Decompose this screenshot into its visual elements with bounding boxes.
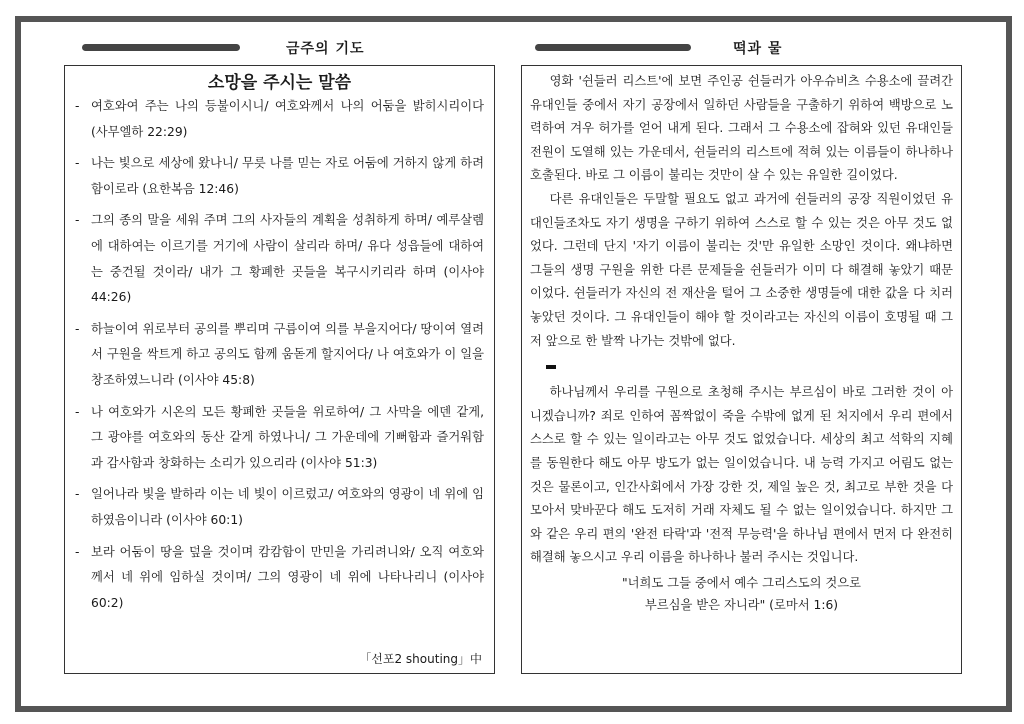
verse-item: - 여호와여 주는 나의 등불이시니/ 여호와께서 나의 어둠을 밝히시리이다 (사무엘하 22:29) — [75, 99, 484, 139]
verse-text: 하늘이여 위로부터 공의를 뿌리며 구름이여 의를 부을지어다/ 땅이여 열려서 구원을 싹트게 하고 공의도 함께 움돋게 할지어다/ 나 여호와가 이 일을 창조하였느니라 (이사야 45:8) — [91, 321, 484, 387]
verse-item: - 일어나라 빛을 발하라 이는 네 빛이 이르렀고/ 여호와의 영광이 네 위에 임하였음이니라 (이사야 60:1) — [75, 487, 484, 527]
verse-item: - 나 여호와가 시온의 모든 황폐한 곳들을 위로하여/ 그 사막을 에덴 같게, 그 광야를 여호와의 동산 같게 하였나니/ 그 가운데에 기뻐함과 즐거워함과 감사함과 창화하는 소리가 있으리라 (이사야 51:3) — [75, 404, 484, 470]
left-header — [82, 38, 482, 62]
essay-paragraph: 하나님께서 우리를 구원으로 초청해 주시는 부르심이 바로 그러한 것이 아니겠습니까? 죄로 인하여 꼼짝없이 죽을 수밖에 없게 된 처지에서 우리 편에서 스스로 할 수 있는 일이라고는 아무 것도 없었습니다. 세상의 최고 석학의 지혜를 동원한다 해도 아무 방도가 없는 일이었습니다. 내 능력 가지고 어림도 없는 것은 물론이고, 인간사회에서 가장 강한 것, 제일 높은 것, 최고로 부한 것을 다 모아서 맞바꾼다 해도 도저히 거래 자체도 될 수 없는 일이었습니다. 하지만 그와 같은 우리 편의 '완전 타락'과 '전적 무능력'을 하나님 편에서 먼저 다 완전히 해결해 놓으시고 우리 이름을 하나하나 불러 주시는 것입니다. — [530, 385, 953, 565]
quote-line: 부르심을 받은 자니라" (로마서 1:6) — [644, 597, 839, 612]
verse-text: 그의 종의 말을 세워 주며 그의 사자들의 계획을 성취하게 하며/ 예루살렘에 대하여는 이르기를 거기에 사람이 살리라 하며/ 유다 성읍들에 대하여는 중건될 것이라/ 내가 그 황폐한 곳들을 복구시키리라 하며 (이사야 44:26) — [91, 213, 484, 305]
right-header-bar — [535, 44, 691, 51]
verse-list — [65, 94, 494, 616]
verse-item: - 보라 어둠이 땅을 덮을 것이며 캄캄함이 만민을 가리려니와/ 오직 여호와께서 네 위에 임하실 것이며/ 그의 영광이 네 위에 나타나리니 (이사야 60:2) — [75, 544, 484, 610]
right-header — [535, 38, 935, 62]
verse-text: 나는 빛으로 세상에 왔나니/ 무릇 나를 믿는 자로 어둠에 거하지 않게 하려 함이로라 (요한복음 12:46) — [91, 156, 484, 196]
right-header-title: 떡과 물 — [733, 41, 783, 57]
left-header-bar — [82, 44, 240, 51]
verses-title: 소망을 주시는 말씀 — [207, 73, 352, 93]
essay-paragraph: 다른 유대인들은 두말할 필요도 없고 과거에 쉰들러의 공장 직원이었던 유대인들조차도 자기 생명을 구하기 위하여 스스로 할 수 있는 것은 아무 것도 없었다. 그런데 단지 '자기 이름이 불리는 것'만 유일한 소망인 것이다. 왜냐하면 그들의 생명 구원을 위한 다른 문제들을 쉰들러가 이미 다 해결해 놓았기 때문이었다. 쉰들러가 자신의 전 재산을 털어 그 소중한 생명들에 대한 값을 다 치러 놓았던 것이다. 그 유대인들이 해야 할 것이라고는 자신의 이름이 호명될 때 그저 앞으로 한 발짝 나가는 것밖에 없다. — [530, 191, 953, 348]
verse-item: - 그의 종의 말을 세워 주며 그의 사자들의 계획을 성취하게 하며/ 예루살렘에 대하여는 이르기를 거기에 사람이 살리라 하며/ 유다 성읍들에 대하여는 중건될 것이라/ 내가 그 황폐한 곳들을 복구시키리라 하며 (이사야 44:26) — [75, 213, 484, 305]
left-header-title: 금주의 기도 — [286, 41, 365, 57]
scripture-quote — [530, 572, 953, 616]
essay-box — [521, 65, 962, 674]
verse-item: - 나는 빛으로 세상에 왔나니/ 무릇 나를 믿는 자로 어둠에 거하지 않게 하려 함이로라 (요한복음 12:46) — [75, 156, 484, 196]
essay-body — [522, 66, 961, 616]
quote-line: "너희도 그들 중에서 예수 그리스도의 것으로 — [621, 575, 862, 590]
verses-box — [64, 65, 495, 674]
verse-text: 여호와여 주는 나의 등불이시니/ 여호와께서 나의 어둠을 밝히시리이다 (사무엘하 22:29) — [91, 99, 484, 139]
section-marker — [546, 365, 556, 369]
verse-text: 일어나라 빛을 발하라 이는 네 빛이 이르렀고/ 여호와의 영광이 네 위에 임하였음이니라 (이사야 60:1) — [91, 487, 484, 527]
verse-text: 나 여호와가 시온의 모든 황폐한 곳들을 위로하여/ 그 사막을 에덴 같게, 그 광야를 여호와의 동산 같게 하였나니/ 그 가운데에 기뻐함과 즐거워함과 감사함과 창화하는 소리가 있으리라 (이사야 51:3) — [91, 404, 484, 470]
verse-item: - 하늘이여 위로부터 공의를 뿌리며 구름이여 의를 부을지어다/ 땅이여 열려서 구원을 싹트게 하고 공의도 함께 움돋게 할지어다/ 나 여호와가 이 일을 창조하였느니라 (이사야 45:8) — [75, 321, 484, 387]
source-citation: 「선포2 shouting」中 — [359, 652, 482, 666]
essay-paragraph: 영화 '쉰들러 리스트'에 보면 주인공 쉰들러가 아우슈비츠 수용소에 끌려간 유대인들 중에서 자기 공장에서 일하던 사람들을 구출하기 위하여 백방으로 노력하여 겨우 허가를 얻어 내게 된다. 그래서 그 수용소에 잡혀와 있던 유대인들 전원이 도열해 있는 가운데서, 쉰들러의 리스트에 적혀 있는 이름들이 하나하나 호출된다. 바로 그 이름이 불리는 것만이 살 수 있는 유일한 길이었다. — [530, 74, 953, 183]
verse-text: 보라 어둠이 땅을 덮을 것이며 캄캄함이 만민을 가리려니와/ 오직 여호와께서 네 위에 임하실 것이며/ 그의 영광이 네 위에 나타나리니 (이사야 60:2) — [91, 544, 484, 610]
